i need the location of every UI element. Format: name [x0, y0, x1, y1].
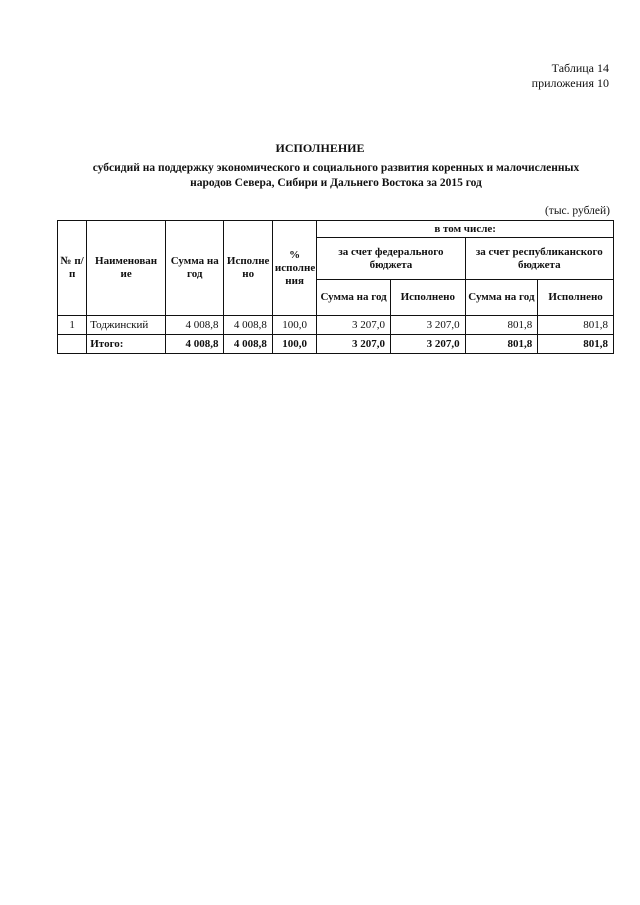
table-ref-line2: приложения 10: [531, 76, 609, 90]
cell-fed-done: 3 207,0: [390, 316, 465, 335]
total-rep-sum: 801,8: [465, 335, 538, 354]
subtitle-line1: субсидий на поддержку экономического и социального развития коренных и малочисленных: [92, 162, 580, 174]
header-sum: Сумма на год: [165, 221, 224, 316]
header-republic: за счет республиканского бюджета: [465, 238, 613, 280]
total-rep-done: 801,8: [538, 335, 614, 354]
document-title: ИСПОЛНЕНИЕ: [275, 141, 365, 155]
total-fed-sum: 3 207,0: [317, 335, 391, 354]
cell-done: 4 008,8: [224, 316, 272, 335]
header-done: Исполне но: [224, 221, 272, 316]
total-name: Итого:: [87, 335, 166, 354]
cell-fed-sum: 3 207,0: [317, 316, 391, 335]
header-federal: за счет федерального бюджета: [317, 238, 465, 280]
subtitle-line2: народов Севера, Сибири и Дальнего Востока за 2015 год: [190, 177, 482, 189]
cell-rep-sum: 801,8: [465, 316, 538, 335]
header-rep-sum: Сумма на год: [465, 280, 538, 316]
total-pct: 100,0: [272, 335, 316, 354]
cell-sum: 4 008,8: [165, 316, 224, 335]
total-done: 4 008,8: [224, 335, 272, 354]
header-pct: % исполне ния: [272, 221, 316, 316]
execution-table: [57, 220, 614, 354]
header-fed-done: Исполнено: [390, 280, 465, 316]
cell-rep-done: 801,8: [538, 316, 614, 335]
table-reference: [532, 61, 609, 91]
total-sum: 4 008,8: [165, 335, 224, 354]
total-fed-done: 3 207,0: [390, 335, 465, 354]
header-including: в том числе:: [317, 221, 614, 238]
total-num: [58, 335, 87, 354]
document-subtitle: [58, 161, 614, 191]
units-label: (тыс. рублей): [544, 205, 610, 217]
header-fed-sum: Сумма на год: [317, 280, 391, 316]
cell-name: Тоджинский: [87, 316, 166, 335]
header-name: Наименован ие: [87, 221, 166, 316]
header-num: № п/п: [58, 221, 87, 316]
table-row: [58, 316, 614, 335]
cell-num: 1: [58, 316, 87, 335]
cell-pct: 100,0: [272, 316, 316, 335]
total-row: [58, 335, 614, 354]
header-rep-done: Исполнено: [538, 280, 614, 316]
table-ref-line1: Таблица 14: [551, 61, 609, 75]
